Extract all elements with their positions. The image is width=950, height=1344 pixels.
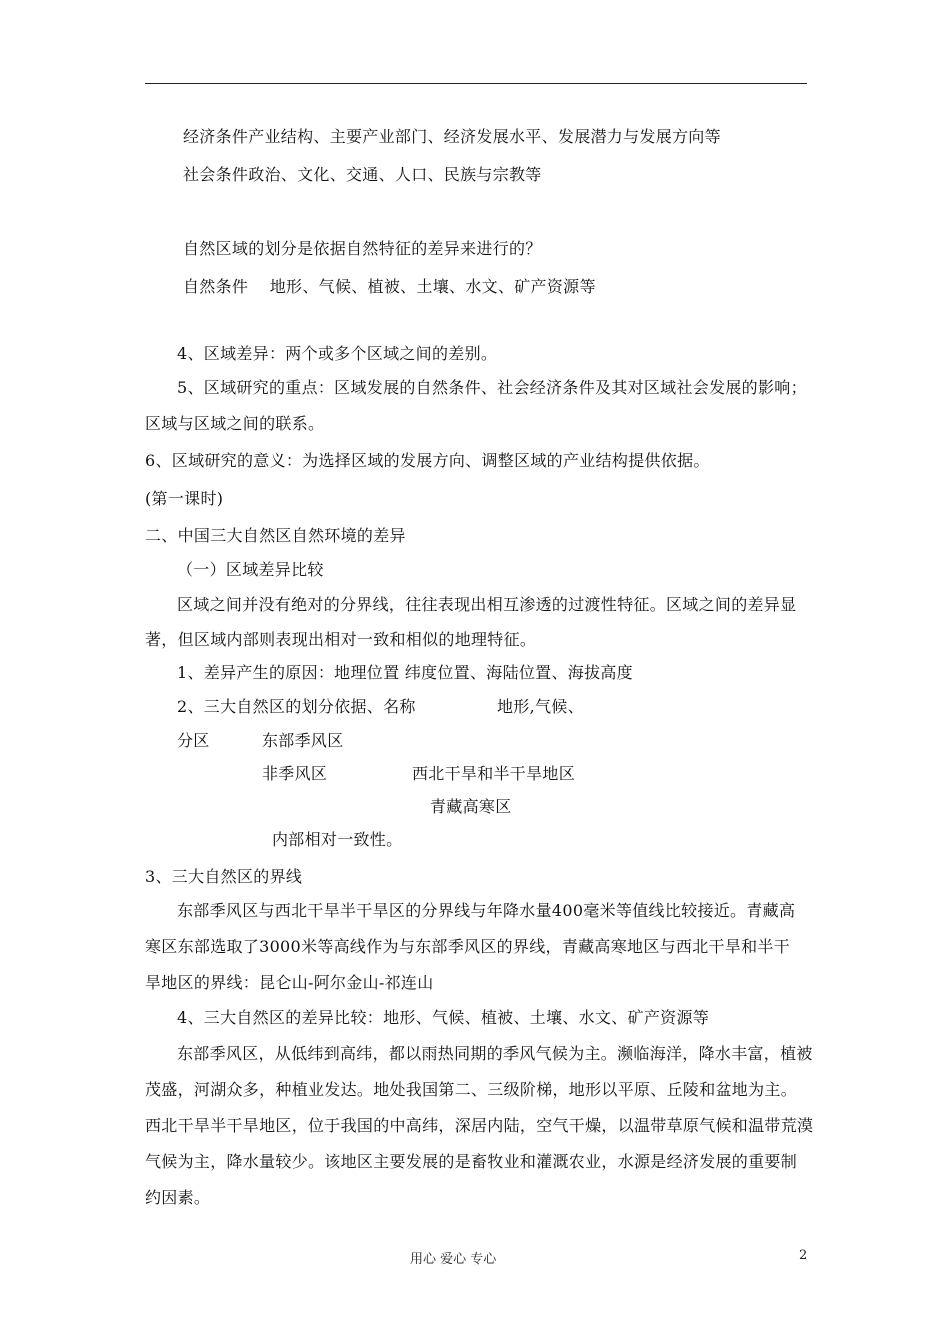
text-line: 约因素。 bbox=[145, 1188, 211, 1207]
text-line: 寒区东部选取了3000米等高线作为与东部季风区的界线，青藏高寒地区与西北干旱和半干 bbox=[145, 937, 791, 956]
text-line: 区域与区域之间的联系。 bbox=[145, 414, 325, 433]
text-line: 东部季风区，从低纬到高纬，都以雨热同期的季风气候为主。濒临海洋，降水丰富，植被 bbox=[177, 1044, 813, 1063]
text-line: 区域之间并没有绝对的分界线，往往表现出相互渗透的过渡性特征。区域之间的差异显 bbox=[177, 595, 797, 614]
text-line: 自然条件 地形、气候、植被、土壤、水文、矿产资源等 bbox=[183, 277, 596, 296]
text-line: 自然区域的划分是依据自然特征的差异来进行的？ bbox=[183, 239, 542, 258]
text-line: 5、区域研究的重点：区域发展的自然条件、社会经济条件及其对区域社会发展的影响； bbox=[177, 378, 807, 397]
header-rule bbox=[145, 83, 807, 84]
text-line: 6、区域研究的意义：为选择区域的发展方向、调整区域的产业结构提供依据。 bbox=[145, 451, 710, 470]
section-heading: 3、三大自然区的界线 bbox=[145, 867, 303, 886]
text-line: 茂盛，河湖众多，种植业发达。地处我国第二、三级阶梯，地形以平原、丘陵和盆地为主。 bbox=[145, 1080, 798, 1099]
text-line: 气候为主，降水量较少。该地区主要发展的是畜牧业和灌溉农业，水源是经济发展的重要制 bbox=[145, 1152, 798, 1171]
subsection-heading: （一）区域差异比较 bbox=[177, 560, 324, 579]
section-heading: 二、中国三大自然区自然环境的差异 bbox=[145, 526, 406, 545]
text-line: 1、差异产生的原因：地理位置 纬度位置、海陆位置、海拔高度 bbox=[177, 663, 633, 682]
footer-motto: 用心 爱心 专心 bbox=[410, 1252, 497, 1267]
diagram-label: 非季风区 bbox=[262, 764, 328, 783]
diagram-label: 东部季风区 bbox=[262, 731, 344, 750]
text-line: (第一课时) bbox=[145, 489, 224, 508]
page-number: 2 bbox=[799, 1248, 808, 1263]
text-line: 2、三大自然区的划分依据、名称 bbox=[177, 697, 416, 716]
text-line: 东部季风区与西北干旱半干旱区的分界线与年降水量400毫米等值线比较接近。青藏高 bbox=[177, 901, 796, 920]
text-line: 经济条件产业结构、主要产业部门、经济发展水平、发展潜力与发展方向等 bbox=[183, 127, 721, 146]
text-line: 地形,气候、 bbox=[497, 697, 584, 716]
text-line: 社会条件政治、文化、交通、人口、民族与宗教等 bbox=[183, 165, 542, 184]
text-line: 4、三大自然区的差异比较：地形、气候、植被、土壤、水文、矿产资源等 bbox=[177, 1008, 710, 1027]
text-line: 西北干旱半干旱地区，位于我国的中高纬，深居内陆，空气干燥，以温带草原气候和温带荒漠 bbox=[145, 1116, 814, 1135]
diagram-label: 西北干旱和半干旱地区 bbox=[412, 764, 576, 783]
diagram-label: 内部相对一致性。 bbox=[272, 830, 403, 849]
text-line: 旱地区的界线：昆仑山-阿尔金山-祁连山 bbox=[145, 973, 434, 992]
diagram-label: 分区 bbox=[177, 731, 210, 750]
text-line: 4、区域差异：两个或多个区域之间的差别。 bbox=[177, 344, 498, 363]
text-line: 著，但区域内部则表现出相对一致和相似的地理特征。 bbox=[145, 630, 537, 649]
diagram-label: 青藏高寒区 bbox=[430, 797, 512, 816]
